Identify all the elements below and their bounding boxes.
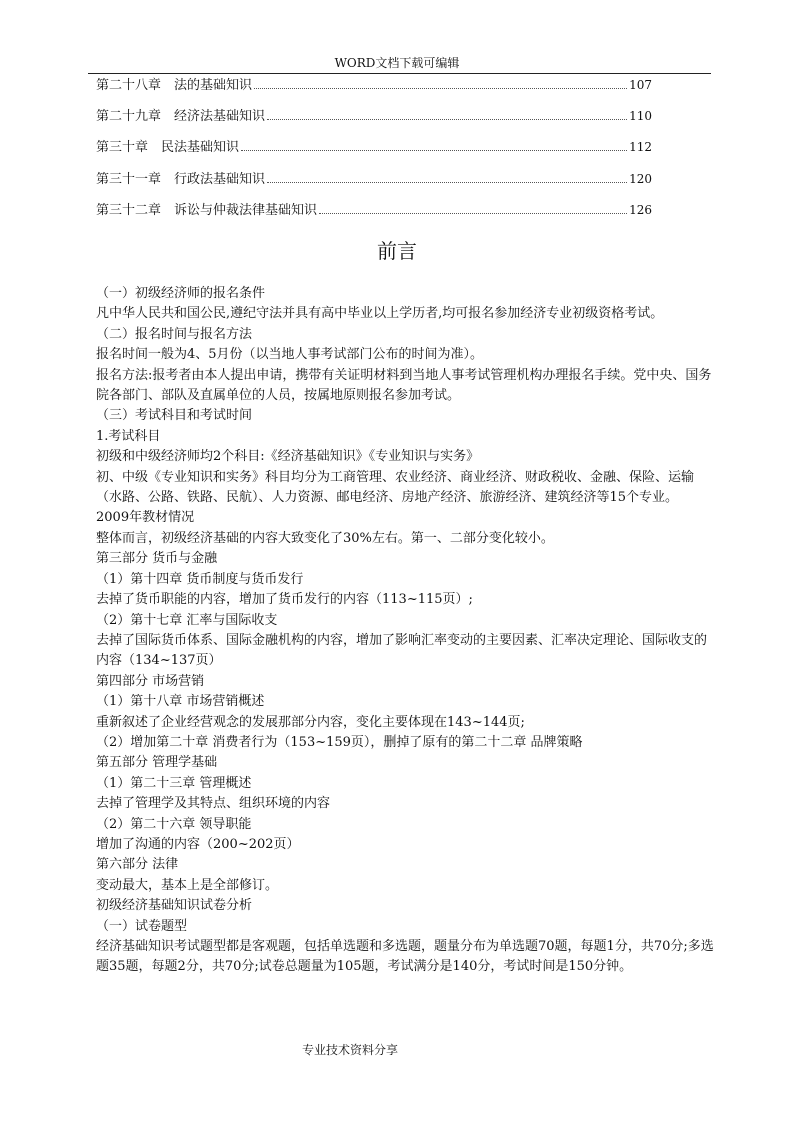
paragraph: 2009年教材情况 [96,510,195,526]
toc-leader-dots [319,213,627,214]
page-footer: 专业技术资料分享 [301,1043,398,1057]
paragraph: 第六部分 法律 [96,857,179,873]
toc-entry-page: 126 [629,202,652,217]
paragraph: （二）报名时间与报名方法 [96,326,253,342]
toc-entry-page: 110 [629,109,652,124]
paragraph: 重新叙述了企业经营观念的发展那部分内容，变化主要体现在143~144页; [96,714,525,730]
paragraph: （1）第二十三章 管理概述 [96,775,252,791]
paragraph: 报名时间一般为4、5月份（以当地人事考试部门公布的时间为准）。 [96,347,484,363]
paragraph: 变动最大，基本上是全部修订。 [96,877,279,893]
paragraph: 第四部分 市场营销 [96,673,205,689]
toc-entry-page: 112 [629,140,652,155]
toc-entry-label: 第三十二章 诉讼与仲裁法律基础知识 [96,202,318,218]
paragraph: 去掉了货币职能的内容，增加了货币发行的内容（113~115页）; [96,592,473,608]
paragraph: 去掉了管理学及其特点、组织环境的内容 [96,796,331,812]
paragraph: （2）第二十六章 领导职能 [96,816,252,832]
paragraph: 增加了沟通的内容（200~202页） [96,836,300,852]
section-title: 前言 [377,239,417,263]
toc-entry[interactable] [96,136,652,167]
paragraph: 去掉了国际货币体系、国际金融机构的内容，增加了影响汇率变动的主要因素、汇率决定理论、国际收支的内容（134~137页） [96,632,708,669]
toc-entry-page: 120 [629,171,652,186]
paragraph: （一）初级经济师的报名条件 [96,286,266,301]
paragraph: 初级和中级经济师均2个科目:《经济基础知识》《专业知识与实务》 [96,449,480,465]
toc-entry-label: 第二十八章 法的基础知识 [96,78,253,93]
paragraph: （三）考试科目和考试时间 [96,408,253,424]
toc-entry-page: 107 [629,78,652,92]
paragraph: 第三部分 货币与金融 [96,551,218,567]
toc-entry[interactable] [96,74,652,105]
paragraph: 1.考试科目 [96,428,161,444]
paragraph: （一）试卷题型 [96,918,188,934]
table-of-contents [96,74,652,230]
toc-leader-dots [267,119,627,120]
toc-entry-label: 第二十九章 经济法基础知识 [96,109,266,125]
paragraph: 凡中华人民共和国公民,遵纪守法并具有高中毕业以上学历者,均可报名参加经济专业初级资格考试。 [96,306,664,322]
paragraph: （1）第十八章 市场营销概述 [96,694,265,710]
paragraph: 初级经济基础知识试卷分析 [96,898,253,914]
page-header: WORD文档下载可编辑 [334,56,460,70]
preface-body [96,284,716,978]
toc-entry[interactable] [96,105,652,136]
toc-entry-label: 第三十一章 行政法基础知识 [96,171,266,187]
toc-entry[interactable] [96,199,652,230]
paragraph: 经济基础知识考试题型都是客观题，包括单选题和多选题，题量分布为单选题70题，每题1分，共70分;多选题35题，每题2分，共70分;试卷总题量为105题，考试满分是140分，考试时间是150分钟。 [96,939,714,975]
paragraph: 整体而言，初级经济基础的内容大致变化了30%左右。第一、二部分变化较小。 [96,530,554,546]
paragraph: 初、中级《专业知识和实务》科目均分为工商管理、农业经济、商业经济、财政税收、金融、保险、运输（水路、公路、铁路、民航）、人力资源、邮电经济、房地产经济、旅游经济、建筑经济等15个专业。 [96,469,695,506]
paragraph: 第五部分 管理学基础 [96,755,218,771]
toc-leader-dots [267,182,627,183]
paragraph: （1）第十四章 货币制度与货币发行 [96,571,304,587]
paragraph: （2）第十七章 汇率与国际收支 [96,612,278,628]
paragraph: （2）增加第二十章 消费者行为（153~159页），删掉了原有的第二十二章 品牌策略 [96,734,583,750]
toc-leader-dots [241,150,627,151]
toc-entry[interactable] [96,168,652,199]
paragraph: 报名方法:报考者由本人提出申请，携带有关证明材料到当地人事考试管理机构办理报名手续。党中央、国务院各部门、部队及直属单位的人员，按属地原则报名参加考试。 [96,367,712,404]
toc-entry-label: 第三十章 民法基础知识 [96,140,240,156]
toc-leader-dots [254,88,627,89]
